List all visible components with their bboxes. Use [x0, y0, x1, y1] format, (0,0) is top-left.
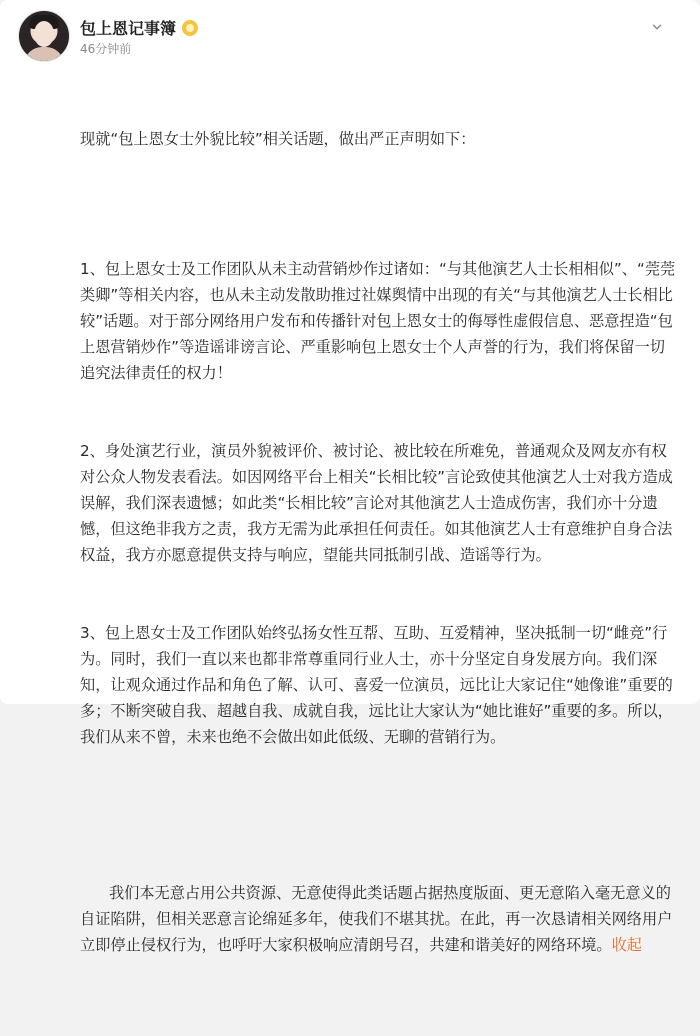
avatar[interactable] — [18, 10, 70, 62]
author-name[interactable]: 包上恩记事簿 — [80, 19, 177, 38]
post-paragraph-text: 我们本无意占用公共资源、无意使得此类话题占据热度版面、更无意陷入毫无意义的自证陷阱，但相关恶意言论绵延多年，使我们不堪其扰。在此，再一次恳请相关网络用户立即停止侵权行为，也呼吁大家积极响应清朗号召，共建和谐美好的网络环境。 — [80, 884, 673, 954]
post-content — [80, 74, 680, 1036]
avatar-shoulder — [24, 47, 64, 62]
avatar-face — [34, 21, 54, 47]
post-time: 46分钟前 — [80, 42, 132, 56]
more-options-chevron-icon[interactable] — [646, 16, 668, 38]
post-header — [18, 10, 682, 66]
post-paragraph — [80, 854, 680, 984]
verified-badge-icon — [182, 20, 198, 36]
post-paragraph: 现就“包上恩女士外貌比较”相关话题，做出严正声明如下： — [80, 130, 476, 148]
author-name-row[interactable] — [80, 16, 198, 39]
collapse-link[interactable]: 收起 — [611, 936, 642, 954]
post-paragraph: 3、包上恩女士及工作团队始终弘扬女性互帮、互助、互爱精神，坚决抵制一切“雌竞”行为。同时，我们一直以来也都非常尊重同行业人士，亦十分坚定自身发展方向。我们深知，让观众通过作品和角色了解、认可、喜爱一位演员，远比让大家记住“她像谁”重要的多；不断突破自我、超越自我、成就自我，远比让大家认为“她比谁好”重要的多。所以，我们从来不曾，未来也绝不会做出如此低级、无聊的营销行为。 — [80, 624, 673, 746]
post-paragraph: 1、包上恩女士及工作团队从未主动营销炒作过诸如：“与其他演艺人士长相相似”、“莞莞类卿”等相关内容，也从未主动发散助推过社媒舆情中出现的有关“与其他演艺人士长相比较”话题。对于部分网络用户发布和传播针对包上恩女士的侮辱性虚假信息、恶意捏造“包上恩营销炒作”等造谣诽谤言论、严重影响包上恩女士个人声誉的行为，我们将保留一切追究法律责任的权力！ — [80, 260, 676, 382]
post-paragraph: 2、身处演艺行业，演员外貌被评价、被讨论、被比较在所难免，普通观众及网友亦有权对公众人物发表看法。如因网络平台上相关“长相比较”言论致使其他演艺人士对我方造成误解，我们深表遗憾；如此类“长相比较”言论对其他演艺人士造成伤害，我们亦十分遗憾，但这绝非我方之责，我方无需为此承担任何责任。如其他演艺人士有意维护自身合法权益，我方亦愿意提供支持与响应，望能共同抵制引战、造谣等行为。 — [80, 442, 673, 564]
